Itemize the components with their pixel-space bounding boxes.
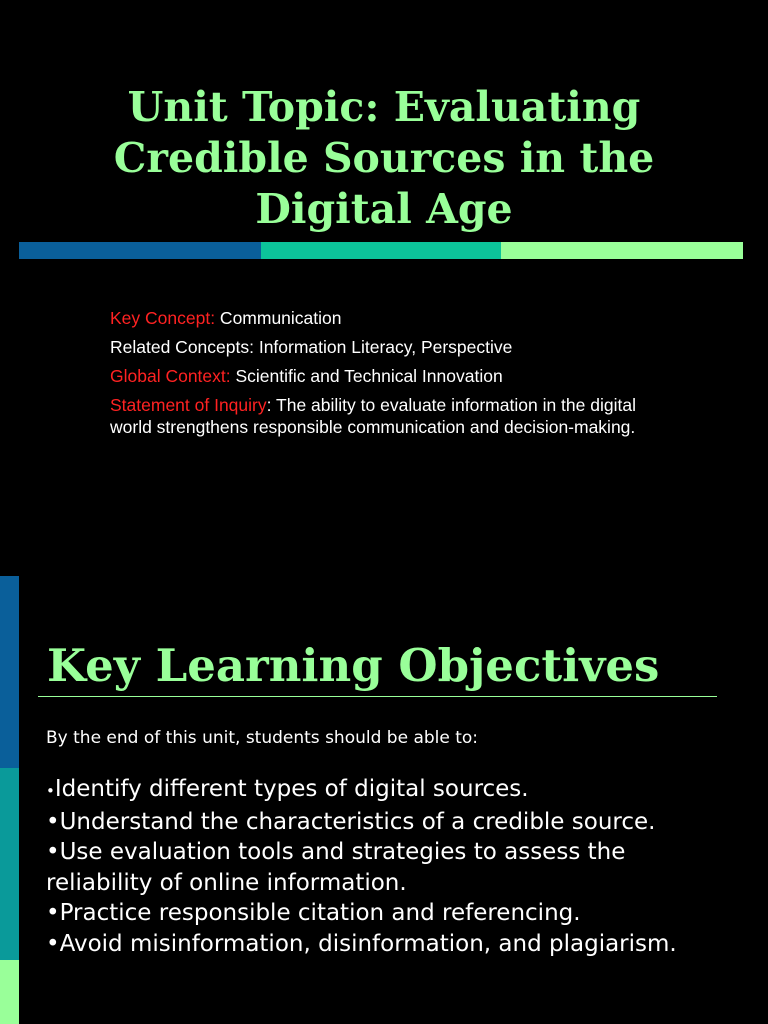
global-context-line bbox=[110, 365, 670, 387]
global-context-value: Scientific and Technical Innovation bbox=[230, 366, 503, 386]
global-context-label: Global Context: bbox=[110, 366, 231, 386]
bullet-glyph: • bbox=[46, 930, 60, 957]
divider-bar-blue bbox=[19, 242, 261, 259]
key-concept-line bbox=[110, 307, 670, 329]
objective-text: Practice responsible citation and referencing. bbox=[59, 900, 581, 927]
statement-of-inquiry-label: Statement of Inquiry bbox=[110, 395, 267, 415]
objectives-list bbox=[46, 774, 726, 960]
key-concept-value: Communication bbox=[215, 308, 342, 328]
title-underline bbox=[38, 696, 717, 697]
objectives-intro: By the end of this unit, students should be able to: bbox=[46, 728, 479, 748]
unit-topic-title: Unit Topic: Evaluating Credible Sources in the Digital Age bbox=[113, 83, 655, 233]
unit-concepts bbox=[110, 307, 670, 445]
side-bar-blue bbox=[0, 576, 19, 768]
objective-item bbox=[46, 837, 726, 898]
divider-bar-teal bbox=[261, 242, 501, 259]
statement-of-inquiry-value: : The ability to evaluate information in the digital world strengthens responsible communication and decision-making. bbox=[110, 395, 636, 437]
divider-bar-green bbox=[501, 242, 743, 259]
statement-of-inquiry-line bbox=[110, 394, 670, 438]
slide-learning-objectives bbox=[0, 576, 768, 1024]
bullet-glyph: • bbox=[46, 808, 60, 835]
objective-text: Use evaluation tools and strategies to assess the reliability of online information. bbox=[46, 839, 626, 896]
bullet-glyph: • bbox=[46, 782, 55, 800]
side-bar-green bbox=[0, 960, 19, 1024]
key-concept-label: Key Concept: bbox=[110, 308, 216, 328]
objective-text: Identify different types of digital sources. bbox=[54, 776, 529, 802]
objective-item bbox=[46, 898, 726, 929]
objective-text: Understand the characteristics of a credible source. bbox=[59, 808, 656, 835]
objective-item bbox=[46, 929, 726, 960]
learning-objectives-title: Key Learning Objectives bbox=[47, 639, 660, 692]
objective-item bbox=[46, 807, 726, 838]
bullet-glyph: • bbox=[46, 900, 60, 927]
bullet-glyph: • bbox=[46, 839, 60, 866]
objective-item bbox=[46, 774, 726, 807]
related-concepts-line: Related Concepts: Information Literacy, Perspective bbox=[110, 337, 513, 357]
objective-text: Avoid misinformation, disinformation, and plagiarism. bbox=[59, 930, 677, 957]
side-bar-teal bbox=[0, 768, 19, 960]
